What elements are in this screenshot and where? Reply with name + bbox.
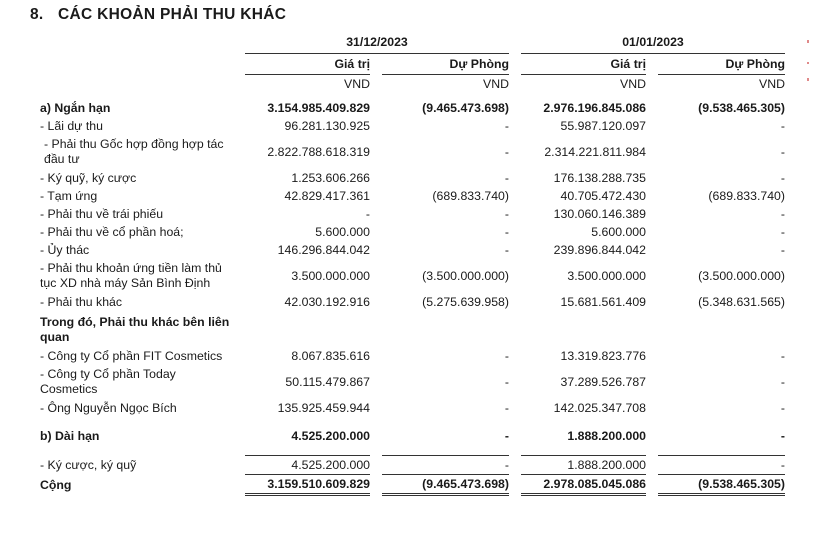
row-label: - Ông Nguyễn Ngọc Bích [40, 401, 177, 415]
row-total [40, 475, 785, 495]
provision-prior: - [780, 401, 785, 415]
value-current: 146.296.844.042 [277, 243, 370, 257]
column-header-row [40, 54, 785, 75]
row-label: - Phải thu khoản ứng tiền làm thủ tục XD nhà máy Sản Bình Định [40, 261, 222, 290]
row-bcc [40, 135, 785, 169]
provision-current: - [504, 243, 509, 257]
col-provision-current: Dự Phòng [382, 54, 509, 75]
row-short-term [40, 99, 785, 117]
row-label: a) Ngắn hạn [40, 101, 111, 115]
provision-current: (3.500.000.000) [422, 269, 509, 283]
row-today-cosmetics [40, 365, 785, 399]
value-current: 96.281.130.925 [284, 119, 370, 133]
row-label: - Ủy thác [40, 243, 90, 257]
provision-prior: - [780, 375, 785, 389]
provision-prior: - [780, 243, 785, 257]
value-prior: 3.500.000.000 [567, 269, 646, 283]
provision-prior: - [780, 145, 785, 159]
section-number: 8. [30, 6, 44, 23]
value-prior: 2.314.221.811.984 [544, 145, 646, 159]
period-current: 31/12/2023 [245, 31, 509, 54]
row-label: - Lãi dự thu [40, 119, 103, 133]
value-prior: 13.319.823.776 [560, 349, 646, 363]
row-fit-cosmetics [40, 347, 785, 365]
unit-row [40, 75, 785, 94]
value-prior: 176.138.288.735 [553, 171, 646, 185]
period-header-row [40, 31, 785, 54]
value-current: 50.115.479.867 [285, 375, 370, 389]
provision-current: (9.465.473.698) [422, 101, 509, 115]
provision-current: - [504, 375, 509, 389]
provision-current: - [504, 119, 509, 133]
value-current: 135.925.459.944 [277, 401, 370, 415]
row-deposits [40, 169, 785, 187]
provision-current: - [504, 171, 509, 185]
value-current: 42.030.192.916 [284, 295, 370, 309]
provision-prior: (689.833.740) [708, 189, 785, 203]
receivables-table [40, 31, 785, 496]
value-current: 5.600.000 [315, 225, 370, 239]
page-edge-marks [807, 0, 809, 542]
provision-current: - [382, 456, 509, 475]
value-current: 2.822.788.618.319 [267, 145, 370, 159]
row-entrust [40, 241, 785, 259]
value-prior: 239.896.844.042 [553, 243, 646, 257]
provision-current: (5.275.639.958) [422, 295, 509, 309]
period-prior: 01/01/2023 [521, 31, 785, 54]
value-prior: 37.289.526.787 [560, 375, 646, 389]
unit-label: VND [344, 77, 370, 91]
provision-prior: (9.538.465.305) [698, 101, 785, 115]
provision-current: (689.833.740) [432, 189, 509, 203]
provision-current: (9.465.473.698) [382, 475, 509, 495]
value-prior: 1.888.200.000 [521, 456, 646, 475]
provision-prior: - [780, 171, 785, 185]
value-current: 4.525.200.000 [291, 429, 370, 443]
value-prior: 55.987.120.097 [560, 119, 646, 133]
unit-label: VND [759, 77, 785, 91]
row-label: - Tạm ứng [40, 189, 98, 203]
row-label: - Phải thu về trái phiếu [40, 207, 164, 221]
value-current: - [365, 207, 370, 221]
row-others [40, 293, 785, 311]
row-label: - Ký quỹ, ký cược [40, 171, 137, 185]
row-factory [40, 259, 785, 293]
value-current: 42.829.417.361 [284, 189, 370, 203]
value-current: 3.154.985.409.829 [267, 101, 370, 115]
provision-prior: - [780, 207, 785, 221]
col-provision-prior: Dự Phòng [658, 54, 785, 75]
row-interest [40, 117, 785, 135]
row-label: - Phải thu khác [40, 295, 123, 309]
provision-current: - [504, 401, 509, 415]
value-prior: 2.976.196.845.086 [543, 101, 646, 115]
section-heading [30, 6, 286, 24]
row-label: b) Dài hạn [40, 429, 100, 443]
row-label: Trong đó, Phải thu khác bên liên quan [40, 315, 230, 344]
provision-prior: (9.538.465.305) [658, 475, 785, 495]
value-prior: 1.888.200.000 [567, 429, 646, 443]
provision-prior: - [780, 349, 785, 363]
unit-label: VND [620, 77, 646, 91]
provision-prior: - [658, 456, 785, 475]
row-long-term [40, 427, 785, 445]
row-advances [40, 187, 785, 205]
row-label: - Phải thu về cổ phần hoá; [40, 225, 184, 239]
row-label: - Phải thu Gốc hợp đồng hợp tác đầu tư [44, 137, 224, 166]
row-lt-deposits [40, 456, 785, 475]
value-prior: 15.681.561.409 [560, 295, 646, 309]
provision-prior: (5.348.631.565) [698, 295, 785, 309]
value-current: 1.253.606.266 [291, 171, 370, 185]
provision-prior: - [780, 225, 785, 239]
row-label: - Ký cược, ký quỹ [40, 458, 137, 472]
row-label: Cộng [40, 477, 72, 492]
provision-current: - [504, 145, 509, 159]
value-prior: 130.060.146.389 [553, 207, 646, 221]
row-equitization [40, 223, 785, 241]
row-label: - Công ty Cổ phần FIT Cosmetics [40, 349, 223, 363]
provision-current: - [504, 225, 509, 239]
row-related-header [40, 311, 785, 347]
row-nguyen-ngoc-bich [40, 399, 785, 417]
provision-current: - [504, 207, 509, 221]
value-prior: 2.978.085.045.086 [521, 475, 646, 495]
value-prior: 5.600.000 [591, 225, 646, 239]
col-value-current: Giá trị [245, 54, 370, 75]
provision-prior: (3.500.000.000) [698, 269, 785, 283]
provision-current: - [504, 429, 509, 443]
section-title: CÁC KHOẢN PHẢI THU KHÁC [58, 6, 287, 23]
col-value-prior: Giá trị [521, 54, 646, 75]
value-current: 4.525.200.000 [245, 456, 370, 475]
row-bonds [40, 205, 785, 223]
provision-prior: - [780, 429, 785, 443]
provision-current: - [504, 349, 509, 363]
value-prior: 40.705.472.430 [560, 189, 646, 203]
value-current: 8.067.835.616 [291, 349, 370, 363]
provision-prior: - [780, 119, 785, 133]
value-current: 3.159.510.609.829 [245, 475, 370, 495]
unit-label: VND [483, 77, 509, 91]
value-prior: 142.025.347.708 [553, 401, 646, 415]
row-label: - Công ty Cổ phần Today Cosmetics [40, 367, 176, 396]
value-current: 3.500.000.000 [291, 269, 370, 283]
